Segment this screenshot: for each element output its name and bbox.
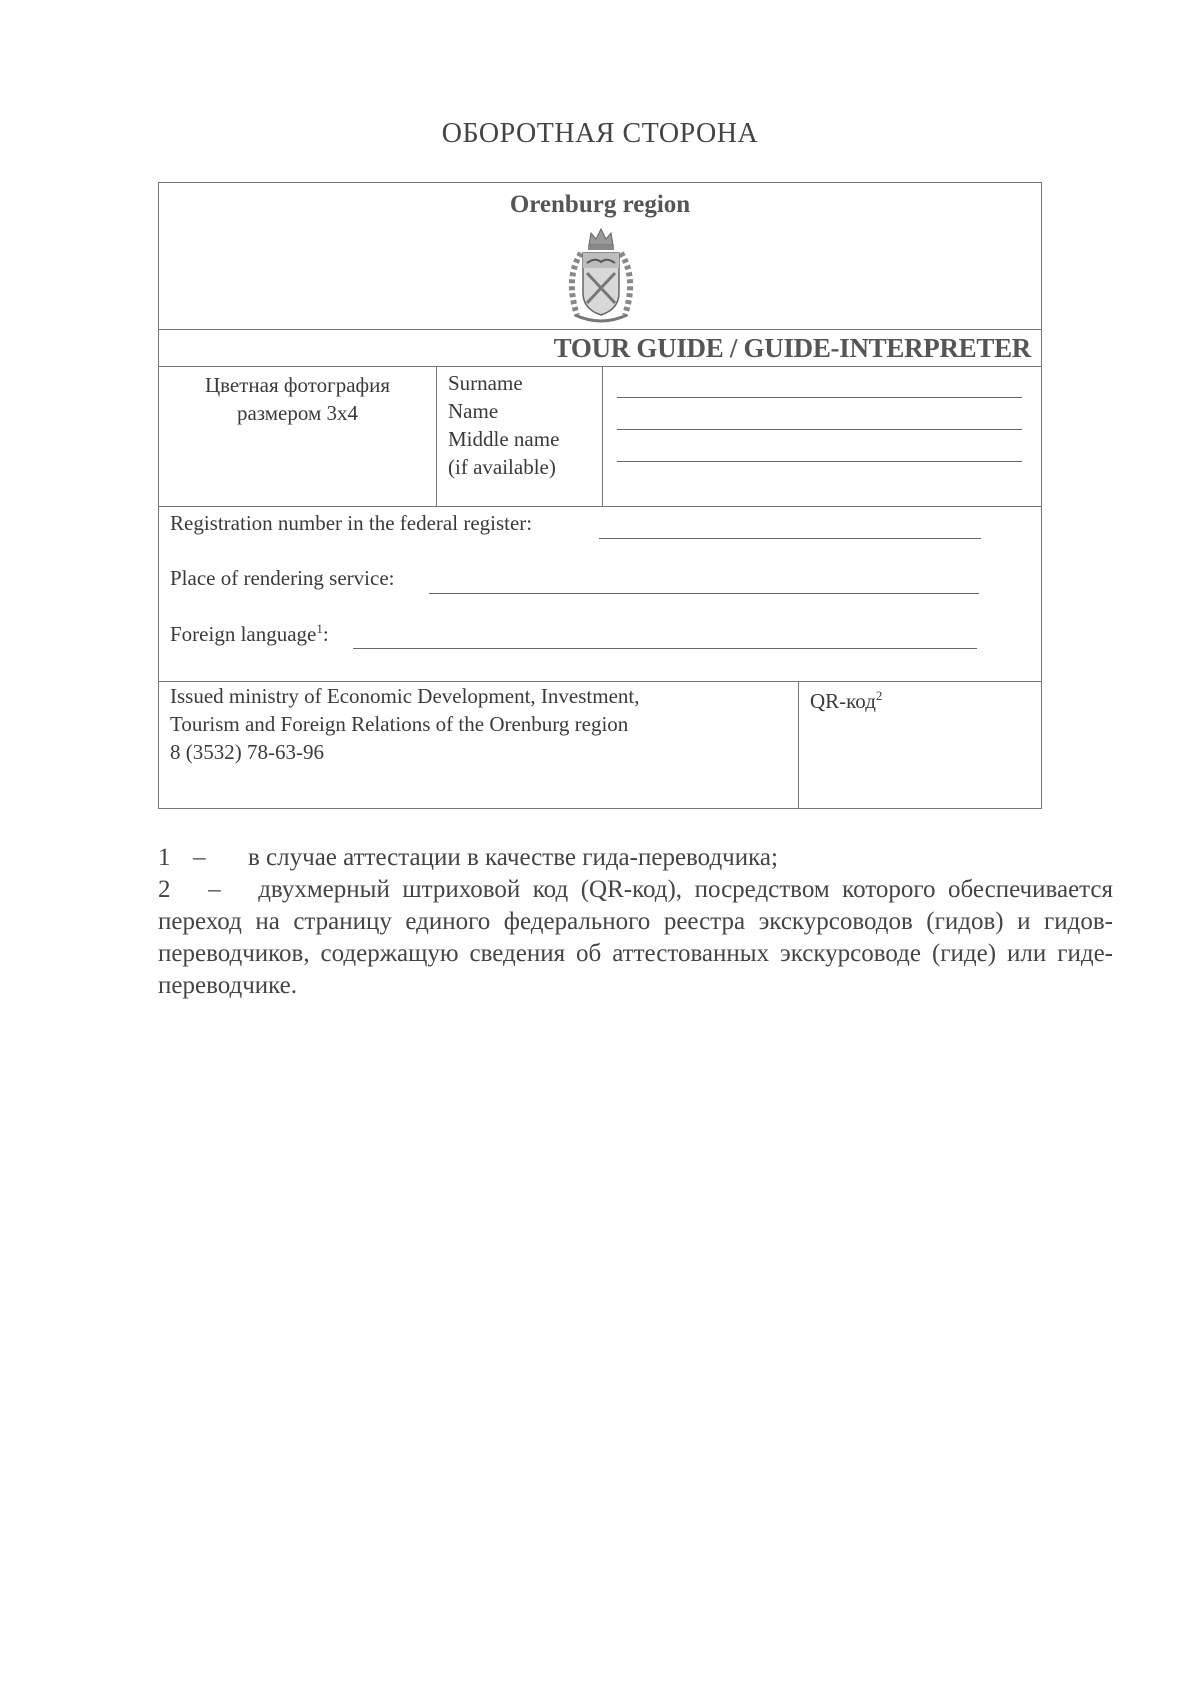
issuer-phone: 8 (3532) 78-63-96 xyxy=(170,740,324,764)
surname-blank xyxy=(617,397,1022,398)
region-title: Orenburg region xyxy=(509,191,691,218)
surname-label: Surname xyxy=(448,371,523,395)
qr-label: QR-код xyxy=(810,689,876,713)
footnote-ref-1: 1 xyxy=(316,621,323,636)
name-label: Name xyxy=(448,399,499,423)
footnote-ref-2: 2 xyxy=(875,688,883,703)
position-row xyxy=(159,330,1041,367)
register-row xyxy=(159,507,1041,682)
footnotes xyxy=(158,842,1113,1002)
issuer-info xyxy=(159,682,799,808)
middle-name-blank xyxy=(617,461,1022,462)
qr-code-cell xyxy=(810,682,882,715)
footnote-1 xyxy=(158,842,1113,874)
registration-blank xyxy=(599,538,981,539)
coat-of-arms-icon xyxy=(551,223,651,327)
footnote-dash: – xyxy=(208,876,221,903)
card-header xyxy=(159,183,1041,330)
issuer-line: Tourism and Foreign Relations of the Orenburg region xyxy=(170,712,629,736)
place-label: Place of rendering service: xyxy=(170,566,395,590)
language-blank xyxy=(353,648,977,649)
footnote-number: 2 xyxy=(158,876,171,903)
name-blank xyxy=(617,429,1022,430)
footer-row xyxy=(159,682,1041,808)
language-label xyxy=(170,621,329,647)
footnote-dash: – xyxy=(193,844,206,871)
middle-name-label: Middle name xyxy=(448,427,560,451)
name-labels xyxy=(437,367,603,507)
footnote-number: 1 xyxy=(158,844,171,871)
photo-caption-line: Цветная фотография xyxy=(204,373,391,397)
footnote-text: в случае аттестации в качестве гида-переводчика; xyxy=(248,844,778,871)
identity-row xyxy=(159,367,1041,507)
footnote-text: двухмерный штриховой код (QR-код), посредством которого обеспечивается переход на страницу единого федерального реестра экскурсоводов (гидов) и гидов-переводчиков, содержащую сведения об аттестованных экскурсоводе (гиде) или гиде-переводчике. xyxy=(158,876,1113,999)
issuer-line: Issued ministry of Economic Development, Investment, xyxy=(170,684,640,708)
language-label-text: Foreign language xyxy=(170,622,317,646)
registration-label: Registration number in the federal register: xyxy=(170,511,533,535)
if-available-label: (if available) xyxy=(448,455,556,479)
place-blank xyxy=(429,593,979,594)
guide-card-back xyxy=(158,182,1042,809)
footnote-2 xyxy=(158,874,1113,1002)
photo-placeholder xyxy=(159,367,437,507)
position-title: TOUR GUIDE / GUIDE-INTERPRETER xyxy=(553,333,1031,363)
page-title: ОБОРОТНАЯ СТОРОНА xyxy=(441,118,759,149)
photo-caption-line: размером 3х4 xyxy=(236,401,359,425)
language-colon: : xyxy=(322,622,329,646)
